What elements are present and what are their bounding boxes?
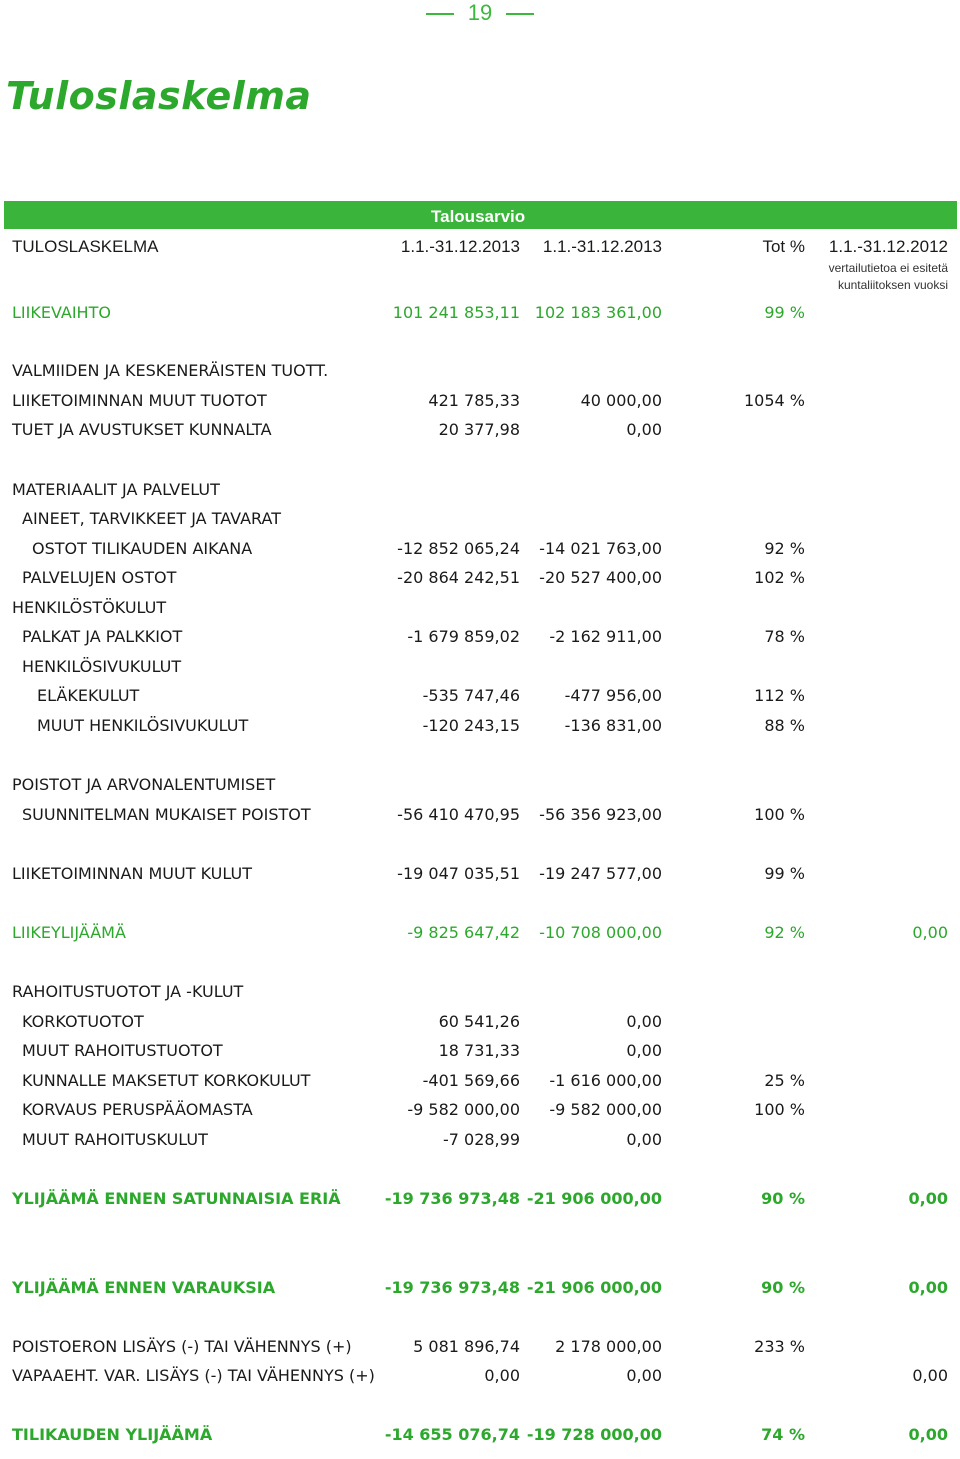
row-percent: 100 % — [754, 1100, 805, 1119]
row-budget: -21 906 000,00 — [526, 1189, 662, 1208]
row-prior: 0,00 — [908, 1425, 948, 1444]
row-label: PALVELUJEN OSTOT — [22, 568, 177, 587]
row-budget: 0,00 — [626, 1366, 662, 1385]
row-label: SUUNNITELMAN MUKAISET POISTOT — [22, 805, 311, 824]
row-percent: 233 % — [754, 1337, 805, 1356]
row-budget: 0,00 — [626, 1012, 662, 1031]
row-budget: 2 178 000,00 — [555, 1337, 662, 1356]
row-actual: -19 047 035,51 — [397, 864, 520, 883]
row-label: LIIKETOIMINNAN MUUT TUOTOT — [12, 391, 267, 410]
row-budget: 0,00 — [626, 420, 662, 439]
comparison-note-2: kuntaliitoksen vuoksi — [837, 278, 948, 292]
table-row — [0, 1097, 960, 1123]
row-budget: 102 183 361,00 — [534, 303, 662, 322]
header-budget-period: 1.1.-31.12.2013 — [542, 237, 662, 256]
table-row — [0, 1363, 960, 1389]
row-label: LIIKEYLIJÄÄMÄ — [12, 923, 126, 942]
row-prior: 0,00 — [908, 1278, 948, 1297]
row-percent: 100 % — [754, 805, 805, 824]
row-actual: 101 241 853,11 — [392, 303, 520, 322]
row-actual: -7 028,99 — [442, 1130, 520, 1149]
table-row — [0, 1038, 960, 1064]
row-label: KORKOTUOTOT — [22, 1012, 144, 1031]
table-row — [0, 417, 960, 443]
row-actual: -1 679 859,02 — [407, 627, 520, 646]
table-row — [0, 713, 960, 739]
table-row — [0, 1422, 960, 1448]
table-row — [0, 1009, 960, 1035]
row-percent: 88 % — [764, 716, 805, 735]
table-row — [0, 1068, 960, 1094]
row-percent: 99 % — [764, 864, 805, 883]
row-prior: 0,00 — [908, 1189, 948, 1208]
table-row — [0, 1186, 960, 1212]
row-actual: -19 736 973,48 — [384, 1278, 520, 1297]
table-row — [0, 979, 960, 1005]
row-label: ELÄKEKULUT — [37, 686, 140, 705]
row-actual: -20 864 242,51 — [397, 568, 520, 587]
row-percent: 112 % — [754, 686, 805, 705]
row-label: TUET JA AVUSTUKSET KUNNALTA — [12, 420, 272, 439]
row-label: LIIKETOIMINNAN MUUT KULUT — [12, 864, 252, 883]
budget-column-label: Talousarvio — [431, 207, 526, 226]
row-label: OSTOT TILIKAUDEN AIKANA — [32, 539, 253, 558]
row-budget: 0,00 — [626, 1130, 662, 1149]
row-label: YLIJÄÄMÄ ENNEN VARAUKSIA — [12, 1278, 276, 1297]
table-header-row — [0, 234, 960, 260]
row-budget: -20 527 400,00 — [539, 568, 662, 587]
row-actual: -9 582 000,00 — [407, 1100, 520, 1119]
row-label: YLIJÄÄMÄ ENNEN SATUNNAISIA ERIÄ — [12, 1189, 341, 1208]
row-budget: -21 906 000,00 — [526, 1278, 662, 1297]
row-percent: 90 % — [761, 1278, 805, 1297]
row-budget: -2 162 911,00 — [549, 627, 662, 646]
table-row — [0, 624, 960, 650]
row-budget: -1 616 000,00 — [549, 1071, 662, 1090]
row-actual: -401 569,66 — [422, 1071, 520, 1090]
row-percent: 25 % — [764, 1071, 805, 1090]
row-actual: 20 377,98 — [438, 420, 520, 439]
row-label: MUUT RAHOITUSTUOTOT — [22, 1041, 223, 1060]
row-percent: 102 % — [754, 568, 805, 587]
row-label: HENKILÖSIVUKULUT — [22, 657, 182, 676]
row-label: POISTOT JA ARVONALENTUMISET — [12, 775, 276, 794]
row-budget: -477 956,00 — [564, 686, 662, 705]
row-label: KORVAUS PERUSPÄÄOMASTA — [22, 1100, 253, 1119]
table-row — [0, 1127, 960, 1153]
row-percent: 74 % — [761, 1425, 805, 1444]
row-budget: -56 356 923,00 — [539, 805, 662, 824]
table-row — [0, 772, 960, 798]
row-label: PALKAT JA PALKKIOT — [22, 627, 183, 646]
row-percent: 1054 % — [743, 391, 805, 410]
table-row — [0, 595, 960, 621]
row-percent: 92 % — [764, 539, 805, 558]
row-actual: -9 825 647,42 — [407, 923, 520, 942]
row-budget: -19 728 000,00 — [526, 1425, 662, 1444]
header-actual-period: 1.1.-31.12.2013 — [400, 237, 520, 256]
table-row — [0, 536, 960, 562]
row-actual: 18 731,33 — [438, 1041, 520, 1060]
row-prior: 0,00 — [912, 1366, 948, 1385]
row-label: TILIKAUDEN YLIJÄÄMÄ — [12, 1425, 213, 1444]
row-budget: -19 247 577,00 — [539, 864, 662, 883]
row-budget: -10 708 000,00 — [539, 923, 662, 942]
row-actual: -14 655 076,74 — [384, 1425, 520, 1444]
table-row — [0, 683, 960, 709]
row-budget: 40 000,00 — [580, 391, 662, 410]
header-prior-period: 1.1.-31.12.2012 — [828, 237, 948, 256]
page-number-dash-right — [506, 13, 534, 15]
row-actual: -19 736 973,48 — [384, 1189, 520, 1208]
table-row — [0, 861, 960, 887]
table-row — [0, 802, 960, 828]
row-label: AINEET, TARVIKKEET JA TAVARAT — [22, 509, 281, 528]
table-row — [0, 654, 960, 680]
row-percent: 78 % — [764, 627, 805, 646]
comparison-note-1: vertailutietoa ei esitetä — [828, 261, 948, 275]
row-percent: 99 % — [764, 303, 805, 322]
table-row — [0, 565, 960, 591]
row-budget: -136 831,00 — [564, 716, 662, 735]
table-row — [0, 477, 960, 503]
row-actual: -56 410 470,95 — [397, 805, 520, 824]
table-row — [0, 920, 960, 946]
row-label: VALMIIDEN JA KESKENERÄISTEN TUOTT. — [12, 361, 329, 380]
page-title: Tuloslaskelma — [6, 74, 312, 118]
row-actual: -120 243,15 — [422, 716, 520, 735]
row-budget: -9 582 000,00 — [549, 1100, 662, 1119]
table-row — [0, 506, 960, 532]
row-budget: 0,00 — [626, 1041, 662, 1060]
table-row — [0, 358, 960, 384]
row-percent: 92 % — [764, 923, 805, 942]
table-row — [0, 1275, 960, 1301]
header-tot-percent: Tot % — [762, 237, 805, 256]
row-actual: 0,00 — [484, 1366, 520, 1385]
header-tuloslaskelma: TULOSLASKELMA — [12, 237, 159, 256]
row-label: RAHOITUSTUOTOT JA -KULUT — [12, 982, 244, 1001]
row-budget: -14 021 763,00 — [539, 539, 662, 558]
row-label: POISTOERON LISÄYS (-) TAI VÄHENNYS (+) — [12, 1337, 352, 1356]
page-number-dash-left — [426, 13, 454, 15]
row-actual: -535 747,46 — [422, 686, 520, 705]
row-prior: 0,00 — [912, 923, 948, 942]
row-label: KUNNALLE MAKSETUT KORKOKULUT — [22, 1071, 311, 1090]
page-number — [0, 0, 960, 26]
row-label: VAPAAEHT. VAR. LISÄYS (-) TAI VÄHENNYS (+) — [12, 1366, 375, 1385]
row-actual: -12 852 065,24 — [397, 539, 520, 558]
row-label: LIIKEVAIHTO — [12, 303, 111, 322]
table-row — [0, 388, 960, 414]
row-actual: 60 541,26 — [438, 1012, 520, 1031]
page-number-text: 19 — [467, 0, 493, 25]
table-row — [0, 300, 960, 326]
table-row — [0, 1334, 960, 1360]
row-actual: 421 785,33 — [428, 391, 520, 410]
row-actual: 5 081 896,74 — [413, 1337, 520, 1356]
row-label: MUUT RAHOITUSKULUT — [22, 1130, 208, 1149]
row-label: MATERIAALIT JA PALVELUT — [12, 480, 220, 499]
row-label: HENKILÖSTÖKULUT — [12, 598, 167, 617]
row-label: MUUT HENKILÖSIVUKULUT — [37, 716, 249, 735]
row-percent: 90 % — [761, 1189, 805, 1208]
